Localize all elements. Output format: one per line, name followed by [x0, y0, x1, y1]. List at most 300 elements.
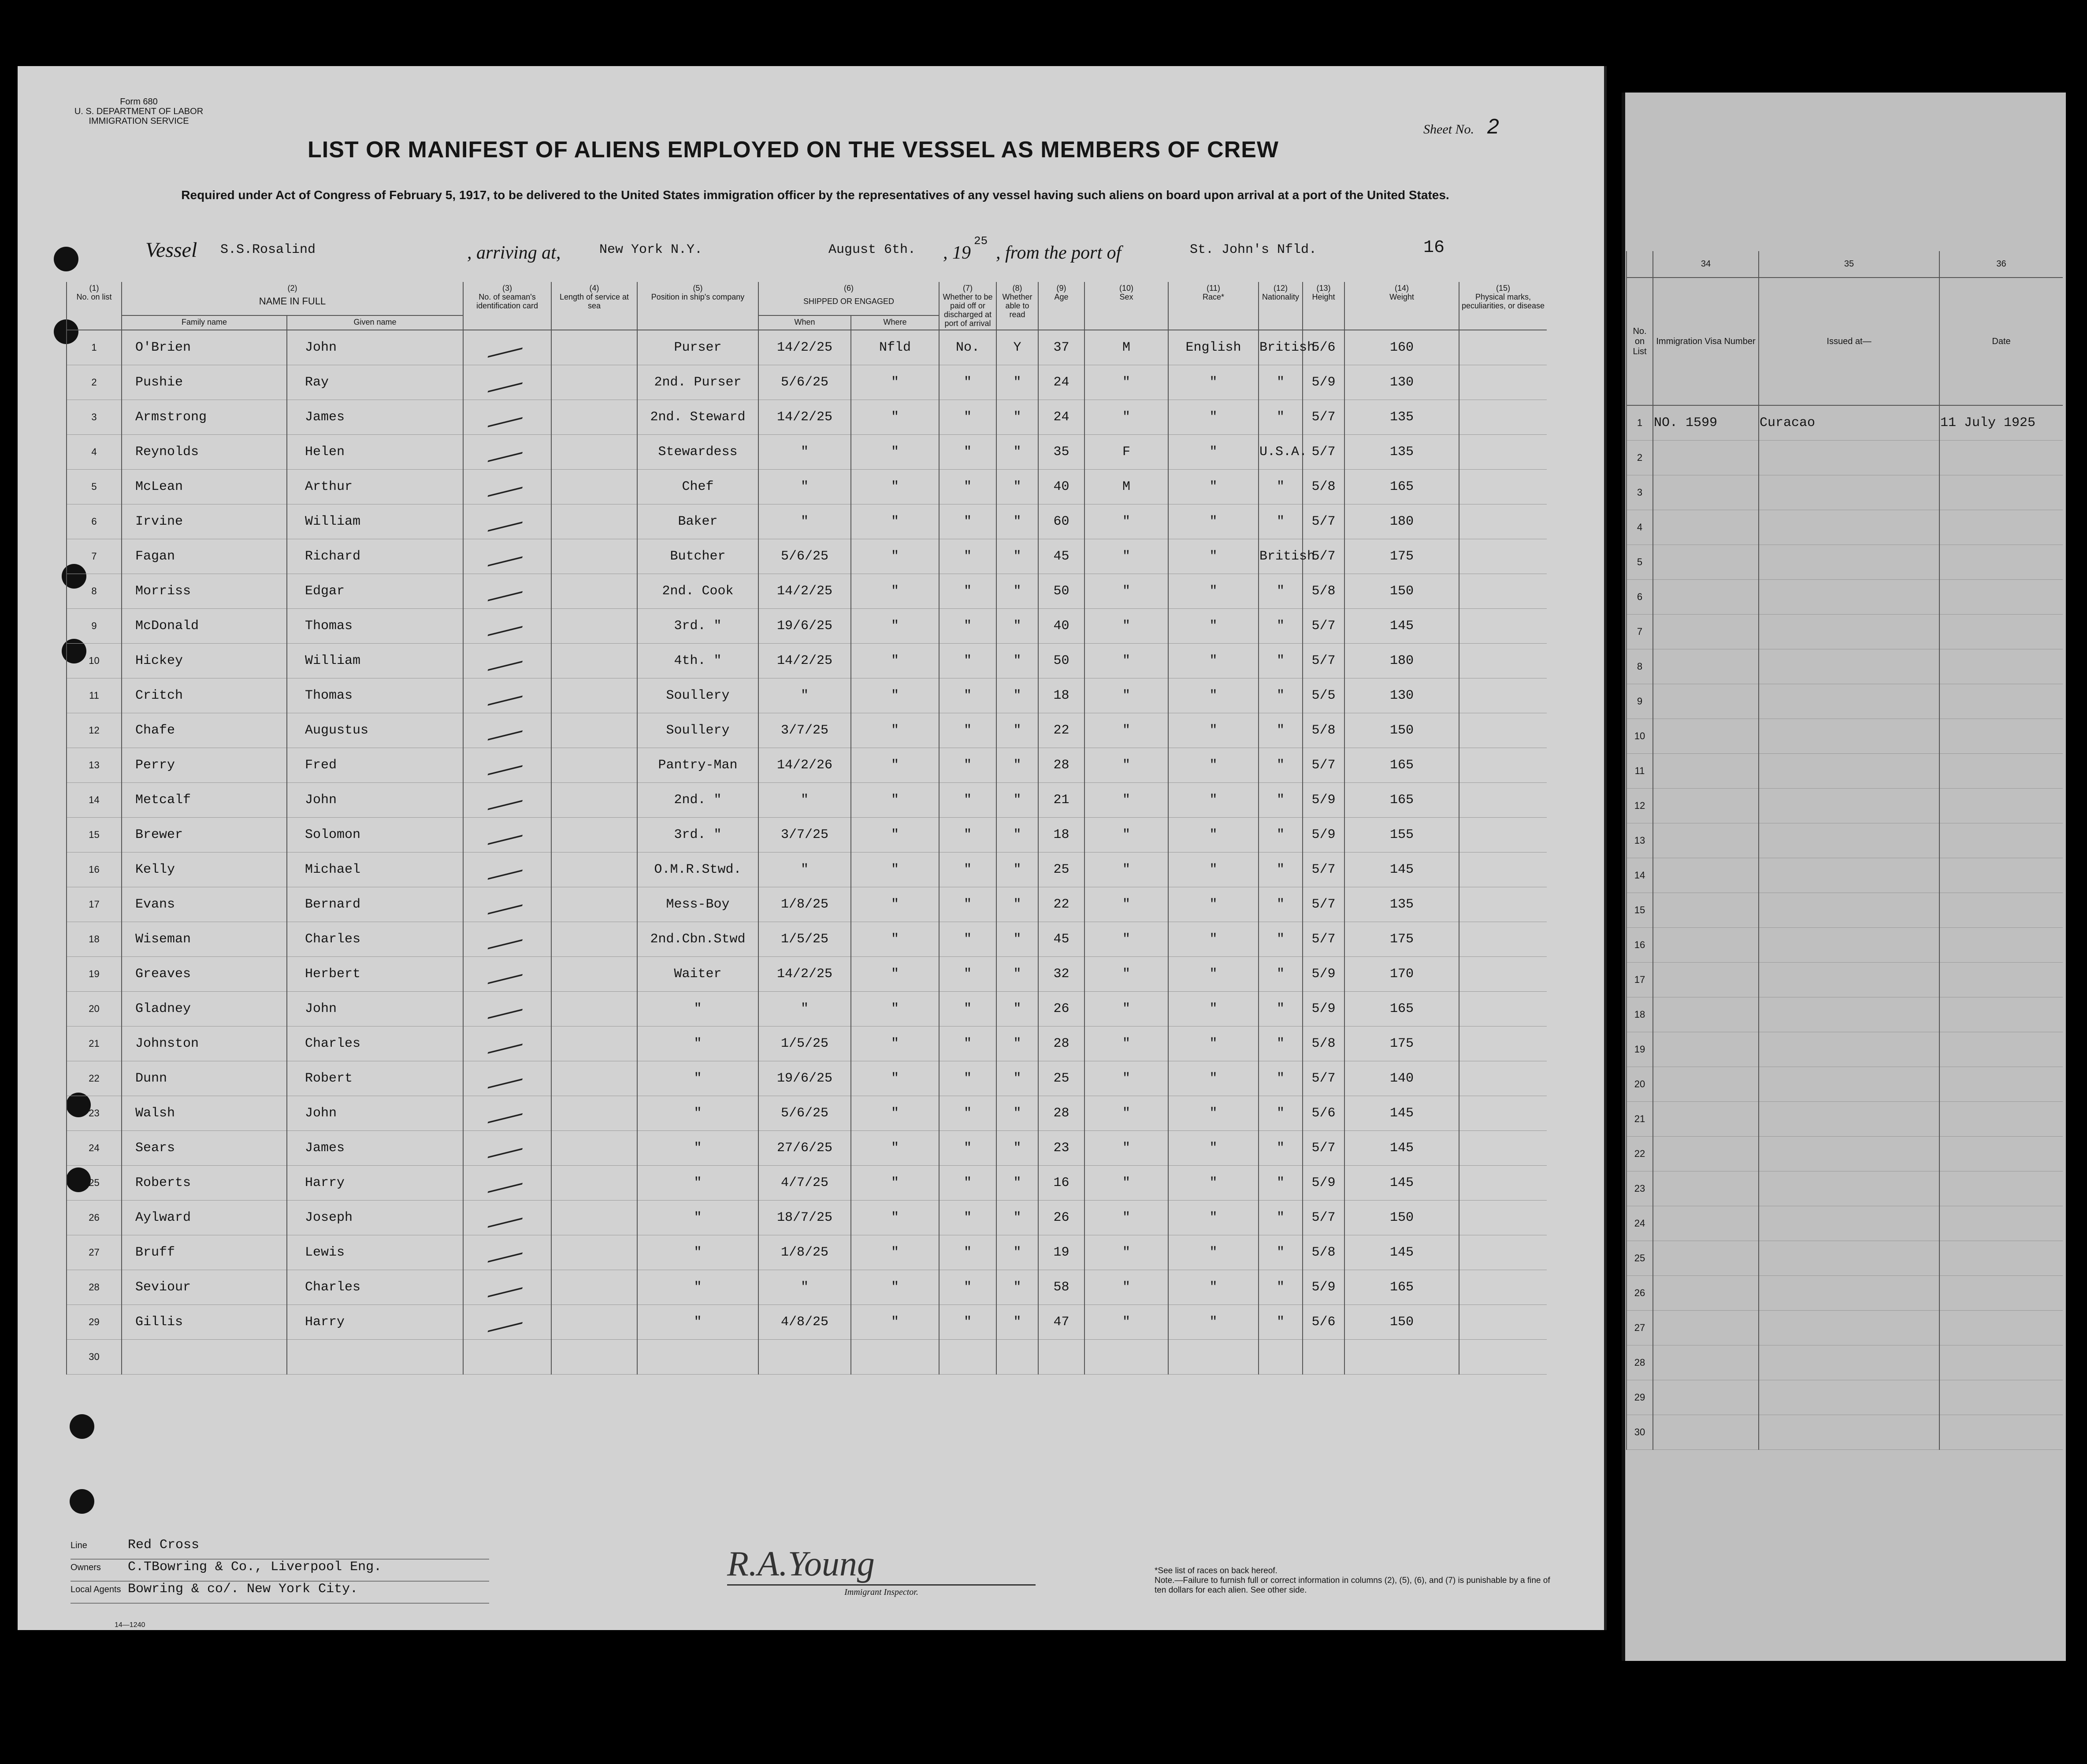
given-name: John [287, 330, 463, 365]
id-card-check [463, 1061, 551, 1096]
visa-issued-at [1759, 754, 1939, 789]
visa-issued-at [1759, 789, 1939, 823]
physical-marks [1459, 1096, 1547, 1131]
service-length [551, 922, 637, 957]
service-length [551, 539, 637, 574]
visa-number [1653, 1171, 1759, 1206]
table-row [67, 1270, 1547, 1305]
service-length [551, 1166, 637, 1201]
col-service-label: Length of service at sea [559, 293, 629, 310]
checkmark-icon [487, 507, 527, 532]
visa-row [1627, 858, 2063, 893]
row-number: 7 [67, 539, 122, 574]
row-number: 28 [67, 1270, 122, 1305]
race: " [1168, 678, 1259, 713]
service-length [551, 1270, 637, 1305]
visa-issued-at [1759, 580, 1939, 615]
race: " [1168, 574, 1259, 609]
paid-off: " [939, 818, 996, 852]
height: 5/7 [1303, 435, 1344, 470]
shipped-when: 3/7/25 [758, 713, 851, 748]
table-row [67, 852, 1547, 887]
race: " [1168, 1027, 1259, 1061]
race: " [1168, 1061, 1259, 1096]
shipped-where: " [851, 400, 939, 435]
id-card-check [463, 992, 551, 1027]
visa-date [1939, 893, 2063, 928]
col-age-header [1038, 282, 1084, 330]
nationality: " [1259, 818, 1303, 852]
weight: 145 [1344, 609, 1459, 644]
height: 5/6 [1303, 1305, 1344, 1340]
visa-date [1939, 789, 2063, 823]
paid-off: " [939, 1235, 996, 1270]
col-when-header: When [758, 315, 851, 330]
visa-table [1626, 251, 2063, 1450]
shipped-where: " [851, 574, 939, 609]
given-name: John [287, 992, 463, 1027]
checkmark-icon [487, 403, 527, 427]
age: 50 [1038, 574, 1084, 609]
given-name: Michael [287, 852, 463, 887]
paid-off: " [939, 470, 996, 504]
able-to-read: " [996, 1235, 1038, 1270]
given-name: Lewis [287, 1235, 463, 1270]
service-length [551, 400, 637, 435]
col-name-header [122, 282, 463, 315]
nationality: " [1259, 1305, 1303, 1340]
id-card-check [463, 748, 551, 783]
given-name: Charles [287, 1270, 463, 1305]
physical-marks [1459, 1166, 1547, 1201]
visa-row [1627, 754, 2063, 789]
weight: 135 [1344, 887, 1459, 922]
service-length [551, 1340, 637, 1375]
col-nationality-number: (12) [1274, 284, 1288, 293]
row-number: 21 [67, 1027, 122, 1061]
age: 45 [1038, 922, 1084, 957]
age: 32 [1038, 957, 1084, 992]
col-paid-header [939, 282, 996, 330]
family-name: McLean [122, 470, 287, 504]
race: " [1168, 818, 1259, 852]
inspector-signature [727, 1544, 1036, 1597]
given-name: Charles [287, 922, 463, 957]
id-card-check [463, 783, 551, 818]
shipped-where: " [851, 783, 939, 818]
visa-row-number: 18 [1627, 997, 1653, 1032]
shipped-when: 1/8/25 [758, 1235, 851, 1270]
physical-marks [1459, 992, 1547, 1027]
table-row [67, 504, 1547, 539]
col-nationality-label: Nationality [1262, 293, 1300, 301]
given-name: Joseph [287, 1201, 463, 1235]
race: " [1168, 1166, 1259, 1201]
service-length [551, 713, 637, 748]
service-length [551, 330, 637, 365]
height: 5/6 [1303, 1096, 1344, 1131]
checkmark-icon [487, 994, 527, 1019]
line-value: Red Cross [128, 1538, 200, 1553]
weight: 170 [1344, 957, 1459, 992]
race: " [1168, 539, 1259, 574]
visa-date [1939, 1137, 2063, 1171]
race: " [1168, 365, 1259, 400]
age: 35 [1038, 435, 1084, 470]
visa-row [1627, 649, 2063, 684]
service-length [551, 678, 637, 713]
given-name: William [287, 644, 463, 678]
age: 23 [1038, 1131, 1084, 1166]
col-card-number: (3) [502, 284, 512, 293]
table-row [67, 1235, 1547, 1270]
visa-issued-at [1759, 1241, 1939, 1276]
visa-row [1627, 441, 2063, 475]
position: Mess-Boy [637, 887, 758, 922]
agents-row [71, 1582, 489, 1604]
sex: " [1084, 1096, 1168, 1131]
position: O.M.R.Stwd. [637, 852, 758, 887]
height: 5/9 [1303, 365, 1344, 400]
id-card-check [463, 1166, 551, 1201]
race: " [1168, 400, 1259, 435]
sex: M [1084, 330, 1168, 365]
shipped-where: " [851, 609, 939, 644]
nationality: " [1259, 1166, 1303, 1201]
table-row [67, 1340, 1547, 1375]
shipped-where: " [851, 504, 939, 539]
age: 40 [1038, 609, 1084, 644]
col-weight-number: (14) [1395, 284, 1409, 293]
height: 5/8 [1303, 574, 1344, 609]
height: 5/8 [1303, 1235, 1344, 1270]
physical-marks [1459, 365, 1547, 400]
given-name: Solomon [287, 818, 463, 852]
visa-issued-at [1759, 1067, 1939, 1102]
visa-issued-at [1759, 1380, 1939, 1415]
age: 50 [1038, 644, 1084, 678]
nationality: " [1259, 609, 1303, 644]
height: 5/9 [1303, 992, 1344, 1027]
visa-row-number: 8 [1627, 649, 1653, 684]
row-number: 17 [67, 887, 122, 922]
visa-number [1653, 1311, 1759, 1345]
checkmark-icon [487, 611, 527, 636]
id-card-check [463, 574, 551, 609]
visa-date [1939, 1067, 2063, 1102]
table-row [67, 992, 1547, 1027]
id-card-check [463, 957, 551, 992]
age: 58 [1038, 1270, 1084, 1305]
visa-issued-at [1759, 893, 1939, 928]
height: 5/8 [1303, 1027, 1344, 1061]
height: 5/5 [1303, 678, 1344, 713]
col-age-label: Age [1054, 293, 1069, 301]
age: 24 [1038, 365, 1084, 400]
table-row [67, 818, 1547, 852]
position: " [637, 1201, 758, 1235]
table-row [67, 1305, 1547, 1340]
given-name: Harry [287, 1305, 463, 1340]
race: " [1168, 644, 1259, 678]
shipped-when: 14/2/25 [758, 644, 851, 678]
physical-marks [1459, 1131, 1547, 1166]
weight: 175 [1344, 539, 1459, 574]
weight: 165 [1344, 783, 1459, 818]
able-to-read: " [996, 678, 1038, 713]
shipped-where: " [851, 887, 939, 922]
family-name: Wiseman [122, 922, 287, 957]
able-to-read: Y [996, 330, 1038, 365]
given-name: Charles [287, 1027, 463, 1061]
family-name: Sears [122, 1131, 287, 1166]
race: " [1168, 713, 1259, 748]
col-no-label: No. on list [76, 293, 112, 301]
visa-row [1627, 1206, 2063, 1241]
family-name: Metcalf [122, 783, 287, 818]
visa-number [1653, 1241, 1759, 1276]
shipped-when: " [758, 783, 851, 818]
id-card-check [463, 1027, 551, 1061]
sheet-label: Sheet No. [1423, 122, 1474, 137]
visa-issued-at [1759, 649, 1939, 684]
physical-marks [1459, 957, 1547, 992]
table-row [67, 470, 1547, 504]
punch-hole [54, 247, 78, 271]
family-name: Dunn [122, 1061, 287, 1096]
nationality: U.S.A. [1259, 435, 1303, 470]
able-to-read: " [996, 887, 1038, 922]
visa-date [1939, 754, 2063, 789]
position: Soullery [637, 678, 758, 713]
height: 5/9 [1303, 1270, 1344, 1305]
visa-number [1653, 1206, 1759, 1241]
physical-marks [1459, 783, 1547, 818]
position: " [637, 1096, 758, 1131]
col-weight-header [1344, 282, 1459, 330]
shipped-when: " [758, 1270, 851, 1305]
visa-issued-at [1759, 823, 1939, 858]
race: " [1168, 748, 1259, 783]
able-to-read: " [996, 783, 1038, 818]
given-name: Arthur [287, 470, 463, 504]
sex: " [1084, 1201, 1168, 1235]
shipped-where: " [851, 957, 939, 992]
visa-date [1939, 1276, 2063, 1311]
checkmark-icon [487, 820, 527, 845]
checkmark-icon [487, 542, 527, 567]
checkmark-icon [487, 368, 527, 393]
race: " [1168, 1096, 1259, 1131]
visa-row [1627, 1380, 2063, 1415]
visa-issued-at [1759, 1171, 1939, 1206]
visa-row [1627, 405, 2063, 441]
service-length [551, 504, 637, 539]
visa-date [1939, 1102, 2063, 1137]
col-age-number: (9) [1056, 284, 1066, 293]
page-subtitle: Required under Act of Congress of February 5, 1917, to be delivered to the United States immigration officer by the representatives of any vessel having such aliens on board upon arrival at a port of the United States. [181, 188, 1449, 202]
sex: " [1084, 1027, 1168, 1061]
form-code: 14—1240 [115, 1621, 145, 1629]
visa-row-number: 10 [1627, 719, 1653, 754]
physical-marks [1459, 435, 1547, 470]
position: Waiter [637, 957, 758, 992]
given-name: Thomas [287, 609, 463, 644]
page-title: LIST OR MANIFEST OF ALIENS EMPLOYED ON THE VESSEL AS MEMBERS OF CREW [308, 137, 1279, 163]
row-number: 4 [67, 435, 122, 470]
shipped-when: 5/6/25 [758, 365, 851, 400]
visa-row [1627, 510, 2063, 545]
row-number: 9 [67, 609, 122, 644]
col-height-number: (13) [1316, 284, 1331, 293]
visa-issued-at [1759, 615, 1939, 649]
weight: 135 [1344, 400, 1459, 435]
visa-date [1939, 1311, 2063, 1345]
col-position-label: Position in ship's company [651, 293, 745, 301]
table-row [67, 1201, 1547, 1235]
given-name: Robert [287, 1061, 463, 1096]
shipped-where: " [851, 1166, 939, 1201]
visa-row-number: 6 [1627, 580, 1653, 615]
position: " [637, 992, 758, 1027]
owners-row [71, 1560, 489, 1582]
col-paid-label: Whether to be paid off or discharged at port of arrival [943, 293, 993, 328]
able-to-read: " [996, 1166, 1038, 1201]
visa-row-number: 2 [1627, 441, 1653, 475]
sex: " [1084, 1131, 1168, 1166]
visa-issued-at [1759, 510, 1939, 545]
visa-row [1627, 997, 2063, 1032]
position: Soullery [637, 713, 758, 748]
shipped-when: " [758, 504, 851, 539]
visa-row-number: 3 [1627, 475, 1653, 510]
able-to-read: " [996, 1305, 1038, 1340]
paid-off: " [939, 852, 996, 887]
age: 22 [1038, 713, 1084, 748]
shipped-where: " [851, 539, 939, 574]
position: " [637, 1027, 758, 1061]
position: Stewardess [637, 435, 758, 470]
visa-number [1653, 893, 1759, 928]
weight: 165 [1344, 748, 1459, 783]
family-name: Perry [122, 748, 287, 783]
col-paid-number: (7) [963, 284, 973, 293]
physical-marks [1459, 818, 1547, 852]
visa-issued-at [1759, 441, 1939, 475]
sex: " [1084, 957, 1168, 992]
height: 5/7 [1303, 748, 1344, 783]
checkmark-icon [487, 786, 527, 810]
col-read-number: (8) [1012, 284, 1022, 293]
paid-off: " [939, 1270, 996, 1305]
given-name: James [287, 1131, 463, 1166]
visa-row-number: 19 [1627, 1032, 1653, 1067]
race: " [1168, 992, 1259, 1027]
nationality: " [1259, 887, 1303, 922]
nationality: " [1259, 713, 1303, 748]
weight: 165 [1344, 1270, 1459, 1305]
visa-date [1939, 858, 2063, 893]
visa-number [1653, 928, 1759, 963]
visa-row-number: 13 [1627, 823, 1653, 858]
nationality [1259, 1340, 1303, 1375]
shipped-where: " [851, 1305, 939, 1340]
age: 25 [1038, 1061, 1084, 1096]
nationality: British [1259, 539, 1303, 574]
visa-row-number: 1 [1627, 405, 1653, 441]
row-number: 20 [67, 992, 122, 1027]
able-to-read: " [996, 539, 1038, 574]
height [1303, 1340, 1344, 1375]
nationality: " [1259, 748, 1303, 783]
position: " [637, 1270, 758, 1305]
weight: 145 [1344, 1131, 1459, 1166]
age: 37 [1038, 330, 1084, 365]
visa-date [1939, 1241, 2063, 1276]
vessel-name: S.S.Rosalind [220, 242, 316, 257]
age: 18 [1038, 678, 1084, 713]
col-read-label: Whether able to read [1002, 293, 1032, 319]
age: 40 [1038, 470, 1084, 504]
visa-row [1627, 1311, 2063, 1345]
family-name: Seviour [122, 1270, 287, 1305]
visa-row [1627, 1137, 2063, 1171]
visa-number [1653, 1345, 1759, 1380]
sex: " [1084, 678, 1168, 713]
service-length [551, 1131, 637, 1166]
height: 5/7 [1303, 400, 1344, 435]
sex: " [1084, 852, 1168, 887]
col-shipped-header [758, 282, 939, 315]
visa-row [1627, 615, 2063, 649]
shipped-where: " [851, 1270, 939, 1305]
col-card-label: No. of seaman's identification card [476, 293, 538, 310]
table-row [67, 1166, 1547, 1201]
paid-off [939, 1340, 996, 1375]
sex: " [1084, 887, 1168, 922]
col-marks-label: Physical marks, peculiarities, or disease [1461, 293, 1545, 310]
col-height-header [1303, 282, 1344, 330]
paid-off: " [939, 435, 996, 470]
col-no-number: (1) [89, 284, 99, 293]
visa-issued-at [1759, 719, 1939, 754]
given-name: Thomas [287, 678, 463, 713]
service-length [551, 365, 637, 400]
weight: 145 [1344, 1166, 1459, 1201]
position: " [637, 1305, 758, 1340]
physical-marks [1459, 504, 1547, 539]
nationality: " [1259, 1235, 1303, 1270]
given-name: John [287, 783, 463, 818]
visa-row-number: 11 [1627, 754, 1653, 789]
visa-date [1939, 475, 2063, 510]
age: 18 [1038, 818, 1084, 852]
checkmark-icon [487, 1203, 527, 1228]
sex: " [1084, 1270, 1168, 1305]
weight [1344, 1340, 1459, 1375]
table-row [67, 748, 1547, 783]
age: 28 [1038, 748, 1084, 783]
visa-row-number: 30 [1627, 1415, 1653, 1450]
visa-number [1653, 649, 1759, 684]
able-to-read: " [996, 818, 1038, 852]
weight: 130 [1344, 365, 1459, 400]
visa-date [1939, 545, 2063, 580]
table-row [67, 1096, 1547, 1131]
arriving-label: , arriving at, [467, 243, 561, 263]
weight: 145 [1344, 852, 1459, 887]
service-length [551, 992, 637, 1027]
